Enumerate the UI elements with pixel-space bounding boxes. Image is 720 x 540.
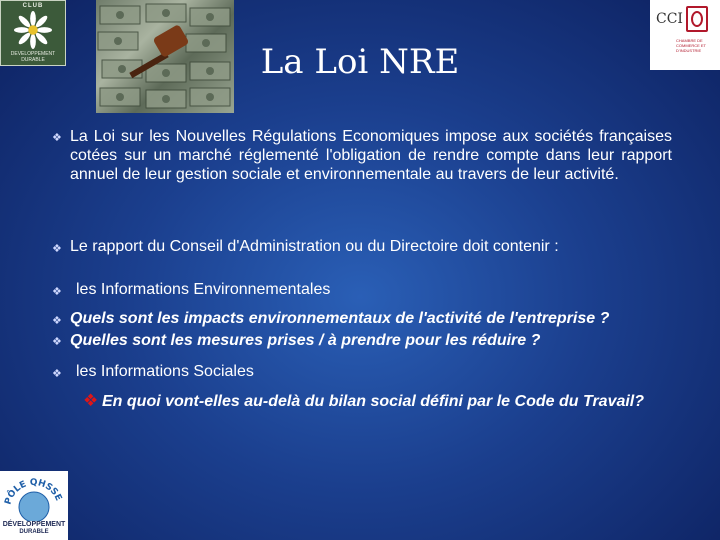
club-logo-bottom-text: DEVELOPPEMENT DURABLE	[10, 51, 56, 63]
cci-logo-subtext: CHAMBRE DE COMMERCE ET D'INDUSTRIE	[676, 38, 706, 53]
diamond-bullet-icon: ❖	[52, 286, 62, 298]
question-environmental-impacts: Quels sont les impacts environnementaux de l'activité de l'entreprise ?	[70, 310, 610, 327]
qhse-bottom-text-1: DÉVELOPPEMENT	[2, 521, 66, 528]
club-logo	[0, 0, 66, 66]
question-measures: Quelles sont les mesures prises / à prendre pour les réduire ?	[70, 332, 541, 349]
paragraph-nre-law: La Loi sur les Nouvelles Régulations Economiques impose aux sociétés françaises cotées sur un marché réglementé l'obligation de rendre compte dans leur rapport annuel de leur gestion sociale et environnementale au travers de leur activité.	[70, 128, 672, 183]
flower-icon	[14, 11, 52, 49]
paragraph-report-content: Le rapport du Conseil d'Administration ou du Directoire doit contenir :	[70, 238, 559, 255]
cci-logo	[650, 0, 720, 70]
globe-icon	[0, 471, 68, 521]
diamond-bullet-icon: ❖	[52, 315, 62, 327]
cci-ring-icon	[686, 6, 708, 32]
club-logo-top-text: CLUB	[22, 3, 44, 9]
qhse-ring-text: PÔLE QHSSE	[3, 477, 64, 506]
item-environmental-info: les Informations Environnementales	[76, 281, 331, 298]
diamond-bullet-icon: ❖	[52, 336, 62, 348]
qhse-logo	[0, 471, 68, 540]
diamond-bullet-icon: ❖	[52, 132, 62, 144]
slide-title: La Loi NRE	[260, 42, 460, 82]
red-diamond-bullet-icon: ❖	[83, 391, 99, 410]
cci-logo-text: CCI	[656, 11, 683, 27]
item-social-info: les Informations Sociales	[76, 363, 254, 380]
question-labour-code: En quoi vont-elles au-delà du bilan social défini par le Code du Travail?	[102, 393, 645, 410]
qhse-bottom-text-2: DURABLE	[19, 529, 49, 535]
diamond-bullet-icon: ❖	[52, 243, 62, 255]
diamond-bullet-icon: ❖	[52, 368, 62, 380]
